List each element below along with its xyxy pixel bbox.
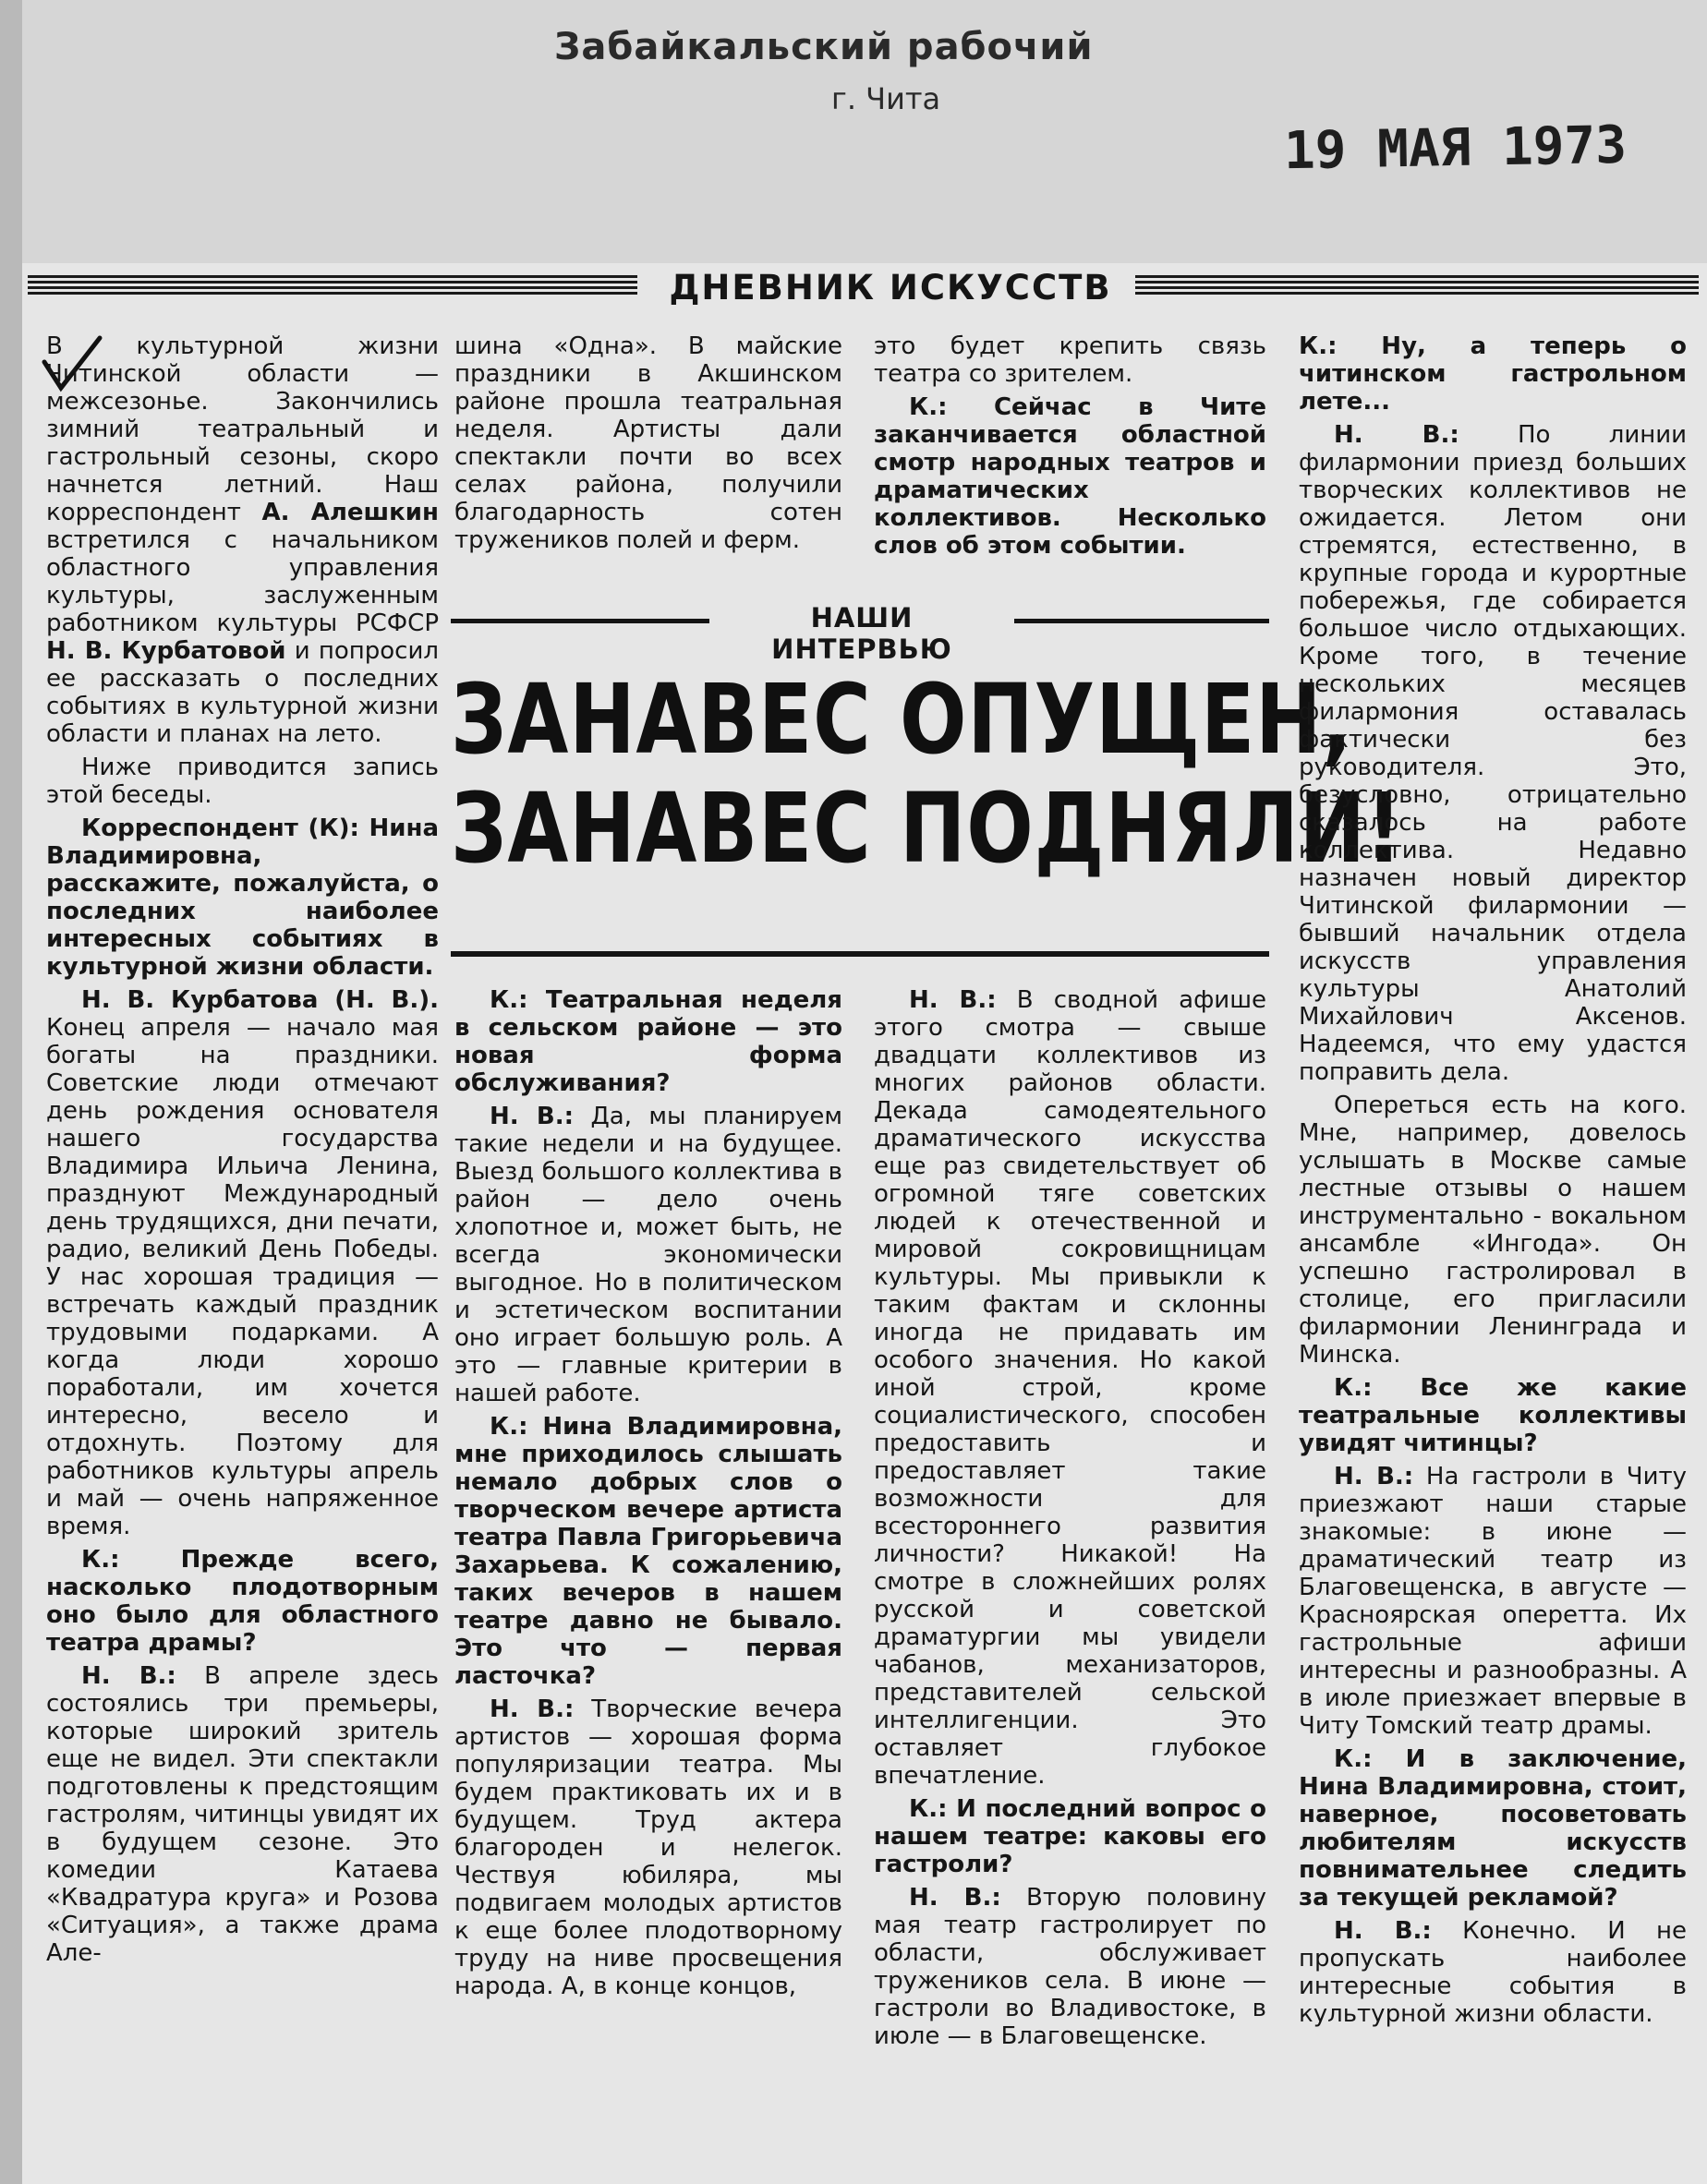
article-column-3-bottom [874, 986, 1266, 2056]
date-stamp: 19 МАЯ 1973 [1283, 115, 1628, 182]
question: К.: Ну, а теперь о читинском гастрольном лете... [1299, 332, 1687, 416]
speaker-label: Н. В.: [1334, 1917, 1432, 1945]
answer [46, 986, 439, 1540]
answer-text: По линии филармонии приезд больших творческих коллективов не ожидается. Летом они стремятся, естественно, в крупные города и курортные побережья, где собирается большое число отдыхающих. Кроме того, в течение нескольких месяцев филармония оставалась фактически без руководителя. Это, безусловно, отрицательно сказалось на работе коллектива. Недавно назначен новый директор Читинской филармонии — бывший начальник отдела искусств управления культуры Анатолий Михайлович Аксенов. Надеемся, что ему удастся поправить дела. [1299, 421, 1688, 1086]
answer-text: Да, мы планируем такие недели и на будущее. Выезд большого коллектива в район — дело очень хлопотное и, может быть, не всегда экономически выгодное. Но в политическом и эстетическом воспитании оно играет большую роль. А это — главные критерии в нашей работе. [454, 1103, 842, 1407]
rubric-title: ДНЕВНИК ИСКУССТВ [669, 268, 1112, 308]
answer-text: На гастроли в Читу приезжают наши старые знакомые: в июне — драматический театр из Благовещенска, в августе — Красноярская оперетта. Их гастрольные афиши интересны и разнообразны. А в июле приезжает впервые в Читу Томский театр драмы. [1299, 1463, 1687, 1740]
answer [874, 986, 1266, 1790]
interviewee-name: Н. В. Курбатовой [46, 637, 286, 665]
question: К.: Сейчас в Чите заканчивается областной смотр народных театров и драматических коллективов. Несколько слов об этом событии. [874, 393, 1266, 560]
section-rule-left [451, 619, 709, 623]
question: К.: Прежде всего, насколько плодотворным оно было для областного театра драмы? [46, 1546, 439, 1657]
question: К.: И последний вопрос о нашем театре: каковы его гастроли? [874, 1795, 1266, 1878]
speaker-label: Н. В.: [909, 986, 997, 1014]
card-left-edge [0, 0, 22, 2184]
speaker-label: Н. В.: [81, 1662, 176, 1690]
speaker-label: Н. В.: [1334, 421, 1459, 449]
question: К.: И в заключение, Нина Владимировна, стоит, наверное, посоветовать любителям искусств повнимательнее следить за текущей рекламой? [1299, 1745, 1687, 1912]
question: Корреспондент (К): Нина Владимировна, расскажите, пожалуйста, о последних наиболее интересных событиях в культурной жизни области. [46, 814, 439, 981]
article-column-2-bottom [454, 986, 842, 2006]
headline-rule [451, 951, 1269, 957]
answer [454, 1103, 842, 1407]
question: К.: Все же какие театральные коллективы увидят читинцы? [1299, 1374, 1687, 1457]
answer-text: Творческие вечера артистов — хорошая форма популяризации театра. Мы будем практиковать их и в будущем. Труд актера благороден и нелегок. Чествуя юбиляра, мы подвигаем молодых артистов к еще более плодотворному труду на ниве просвещения народа. А, в конце концов, [454, 1695, 843, 2000]
speaker-label: Н. В.: [1334, 1463, 1414, 1490]
answer [1299, 1917, 1687, 2028]
article-column-3-top [874, 332, 1266, 565]
intro-text-part: и попросил ее рассказать о последних событиях в культурной жизни области и планах на лето. [46, 637, 439, 748]
question: К.: Нина Владимировна, мне приходилось слышать немало добрых слов о творческом вечере артиста театра Павла Григорьевича Захарьева. К сожалению, таких вечеров в нашем театре давно не бывало. Это что — первая ласточка? [454, 1413, 842, 1690]
speaker-label: Н. В.: [490, 1103, 574, 1130]
newspaper-city: г. Чита [831, 81, 941, 116]
section-label [451, 600, 1269, 665]
answer-text: Конечно. И не пропускать наиболее интересные события в культурной жизни области. [1299, 1917, 1688, 2028]
intro-paragraph [46, 332, 439, 748]
answer [454, 1695, 842, 2000]
answer-text: Вторую половину мая театр гастролирует по области, обслуживает тружеников села. В июне — гастроли во Владивостоке, в июле — в Благовещенске. [874, 1884, 1267, 2050]
rubric-hatch-right [1135, 275, 1699, 297]
paragraph: это будет крепить связь театра со зрителем. [874, 332, 1266, 388]
answer [46, 1662, 439, 1967]
section-label-text: НАШИ ИНТЕРВЬЮ [771, 602, 952, 665]
section-rule-right [1014, 619, 1269, 623]
rubric-hatch-left [28, 275, 637, 297]
intro-text-part: встретился с начальником областного управления культуры, заслуженным работником культуры РСФСР [46, 526, 439, 637]
answer-text: В апреле здесь состоялись три премьеры, которые широкий зритель еще не видел. Эти спектакли подготовлены к предстоящим гастролям, читинцы увидят их в будущем сезоне. Это комедии Катаева «Квадратура круга» и Розова «Ситуация», а также драма Але- [46, 1662, 439, 1967]
speaker-label: Н. В.: [909, 1884, 1001, 1912]
answer [1299, 1463, 1687, 1740]
article-column-1 [46, 332, 439, 1973]
answer-text: В сводной афише этого смотра — свыше двадцати коллективов из многих районов области. Декада самодеятельного драматического искусства еще раз свидетельствует об огромной тяге советских людей к отечественной и мировой сокровищницам культуры. Мы привыкли к таким фактам и склонны иногда не придавать им особого значения. Но какой иной строй, кроме социалистического, способен предоставить и предоставляет такие возможности для всестороннего развития личности? Никакой! На смотре в сложнейших ролях русской и советской драматургии мы увидели чабанов, механизаторов, представителей сельской интеллигенции. Это оставляет глубокое впечатление. [874, 986, 1266, 1790]
headline-line-1: ЗАНАВЕС ОПУЩЕН, [451, 663, 1353, 776]
paragraph: Опереться есть на кого. Мне, например, довелось услышать в Москве самые лестные отзывы о нашем инструментально - вокальном ансамбле «Ингода». Он успешно гастролировал в столице, его пригласили филармонии Ленинграда и Минска. [1299, 1092, 1687, 1369]
paragraph: шина «Одна». В майские праздники в Акшинском районе прошла театральная неделя. Артисты дали спектакли почти во всех селах района, получили благодарность сотен тружеников полей и ферм. [454, 332, 842, 554]
headline-line-2: ЗАНАВЕС ПОДНЯЛИ! [451, 772, 1403, 885]
question: К.: Театральная неделя в сельском районе — это новая форма обслуживания? [454, 986, 842, 1097]
answer [1299, 421, 1687, 1086]
answer [874, 1884, 1266, 2050]
answer-text: Конец апреля — начало мая богаты на праздники. Советские люди отмечают день рождения основателя нашего государства Владимира Ильича Ленина, празднуют Международный день трудящихся, дни печати, радио, великий День Победы. У нас хорошая традиция — встречать каждый праздник трудовыми подарками. А когда люди хорошо поработали, им хочется интересно, весело и отдохнуть. Поэтому для работников культуры апрель и май — очень напряженное время. [46, 1014, 439, 1540]
intro-text-part: В культурной жизни Читинской области — межсезонье. Закончились зимний театральный и гастрольный сезоны, скоро начнется летний. Наш корреспондент [46, 332, 439, 526]
headline [451, 663, 1403, 919]
rubric-header [22, 268, 1707, 308]
speaker-label: Н. В. Курбатова (Н. В.). [81, 986, 439, 1014]
newspaper-name: Забайкальский рабочий [554, 26, 1094, 68]
article-column-4 [1299, 332, 1687, 2033]
article-column-2-top [454, 332, 842, 560]
paragraph: Ниже приводится запись этой беседы. [46, 754, 439, 809]
speaker-label: Н. В.: [490, 1695, 575, 1723]
correspondent-name: А. Алешкин [261, 499, 439, 526]
